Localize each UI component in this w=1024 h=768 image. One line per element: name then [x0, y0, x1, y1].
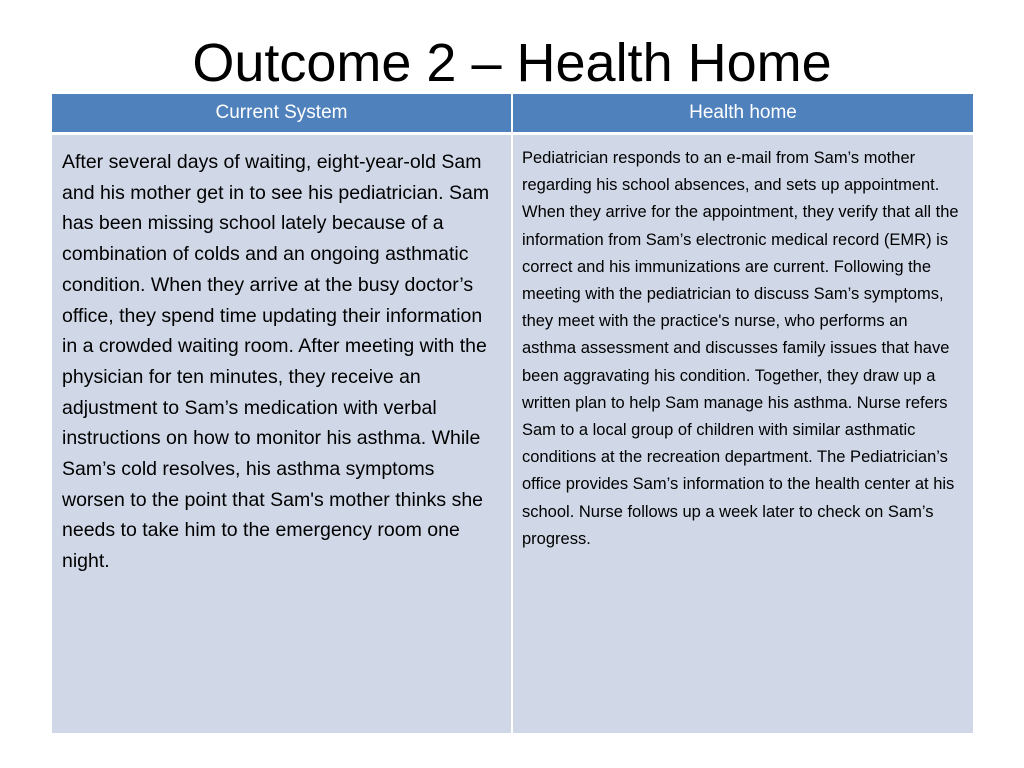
table-row	[52, 134, 973, 734]
health-home-text: Pediatrician responds to an e-mail from Sam’s mother regarding his school absences, and sets up appointment. When they arrive for the appointment, they verify that all the information from Sam’s electronic medical record (EMR) is correct and his immunizations are current. Following the meeting with the pediatrician to discuss Sam’s symptoms, they meet with the practice's nurse, who performs an asthma assessment and discusses family issues that have been aggravating his condition. Together, they draw up a written plan to help Sam manage his asthma. Nurse refers Sam to a local group of children with similar asthmatic conditions at the recreation department. The Pediatrician’s office provides Sam’s information to the health center at his school. Nurse follows up a week later to check on Sam’s progress.	[522, 149, 959, 548]
current-system-text: After several days of waiting, eight-year-old Sam and his mother get in to see his pediatrician. Sam has been missing school lately because of a combination of colds and an ongoing asthmatic condition. When they arrive at the busy doctor’s office, they spend time updating their information in a crowded waiting room. After meeting with the physician for ten minutes, they receive an adjustment to Sam’s medication with verbal instructions on how to monitor his asthma. While Sam’s cold resolves, his asthma symptoms worsen to the point that Sam's mother thinks she needs to take him to the emergency room one night.	[62, 151, 490, 573]
column-header-health-home: Health home	[512, 94, 973, 134]
slide-title: Outcome 2 – Health Home	[192, 33, 832, 93]
health-home-cell	[512, 134, 973, 734]
column-header-current-system: Current System	[52, 94, 512, 134]
comparison-table	[52, 94, 973, 733]
current-system-cell	[52, 134, 512, 734]
table-header-row	[52, 94, 973, 134]
